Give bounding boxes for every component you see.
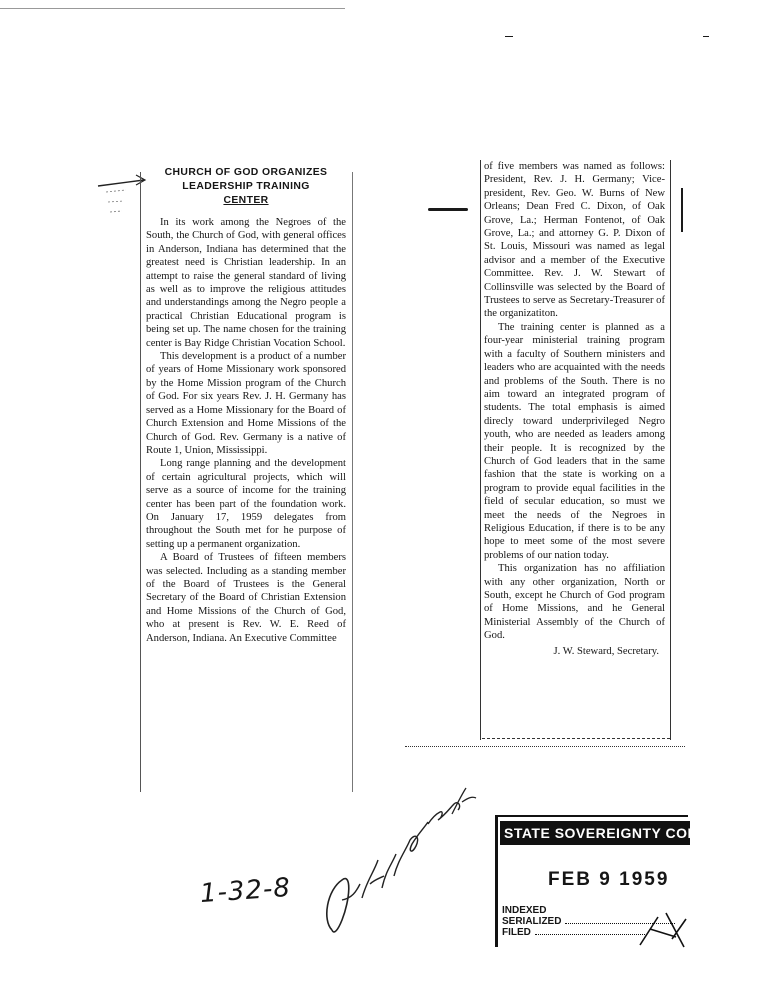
article-paragraph: This development is a product of a number of years of Home Missionary work sponsored by the Home Mission program of the Church of God. For six years Rev. J. H. Germany has served as a Home Missionary for the Board of Church Extension and Home Missions of the Church of God. Rev. Germany is a native of Route 1, Union, Mississippi.	[146, 351, 346, 456]
article-paragraph: In its work among the Negroes of the South, the Church of God, with general offices in Anderson, Indiana has determined that the greatest need is Christian leadership. In an attempt to raise the general standard of living as well as to improve the religious attitudes and understandings among the Negro people a practical Christian Educational program is being set up. The name chosen for the training center is Bay Ridge Christian Vocation School.	[146, 217, 346, 349]
stamp-line: SERIALIZED	[502, 916, 675, 927]
article-paragraph: The training center is planned as a four-year ministerial training program with a faculty of Southern ministers and leaders who are acquainted with the needs and problems of the South. There is no aim toward an integrated program of students. The total emphasis is aimed direcly toward underprivileged Negro youth, who are needed as leaders among their people. It is recognized by the Church of God leaders that in the same fashion that the state is working on a program to provide equal facilities in the field of secular education, so must we meet the needs of the Negroes in Religious Education, if there is to be any hope to meet some of the most severe problems of our nation today.	[484, 321, 665, 561]
scan-mark	[505, 36, 513, 37]
article-column-2	[484, 160, 665, 658]
handwritten-signature	[312, 780, 492, 950]
column-rule	[140, 172, 141, 792]
stamp-line: INDEXED	[502, 905, 547, 916]
headline-line: CENTER	[223, 195, 269, 206]
stamp-line: FILED	[502, 927, 675, 938]
margin-bar	[681, 188, 683, 232]
headline-line: CHURCH OF GOD ORGANIZES	[164, 167, 328, 178]
column-rule	[482, 738, 670, 740]
article-headline	[146, 166, 346, 208]
stamp-initials-icon	[636, 909, 688, 949]
article-paragraph: This organization has no affiliation with any other organization, North or South, except he Church of God program of Home Missions, and he General Ministerial Assembly of the Church of God.	[484, 563, 665, 642]
scan-mark	[0, 8, 345, 9]
headline-line: LEADERSHIP TRAINING	[182, 181, 310, 192]
column-rule	[352, 172, 353, 792]
stamp-date: FEB 9 1959	[548, 869, 670, 890]
received-stamp	[495, 815, 763, 947]
article-column-1	[146, 166, 346, 645]
clipping-edge	[405, 746, 685, 748]
handwritten-ref-number: 1-32-8	[199, 872, 292, 910]
column-rule	[670, 160, 671, 740]
stamp-header: STATE SOVEREIGNTY COMMISSION	[500, 821, 690, 845]
article-paragraph: Long range planning and the development of certain agricultural projects, which will serve as a source of income for the training center has been part of the foundation work. On January 17, 1959 delegates from throughout the South met for he purpose of setting up a permanent organization.	[146, 458, 346, 550]
article-signature: J. W. Steward, Secretary.	[553, 645, 659, 657]
margin-dash	[428, 208, 468, 211]
scan-mark	[703, 36, 709, 37]
article-paragraph: of five members was named as follows: President, Rev. J. H. Germany; Vice-president, Rev. Geo. W. Burns of New Orleans; Dean Fred C. Dixon, of Oak Grove, La.; Herman Fontenot, of Oak Grove, La.; and attorney G. P. Dixon of St. Louis, Missouri was named as legal advisor and a member of the Executive Committee. Rev. J. W. Stewart of Collinsville was selected by the Board of Trustees to serve as Secretary-Treasurer of the organizatiton.	[484, 161, 665, 320]
article-paragraph: A Board of Trustees of fifteen members was selected. Including as a standing member of the Board of Trustees is the General Secretary of the Board of Christian Extension and Home Missions of the Church of God, who at present is Rev. W. E. Reed of Anderson, Indiana. An Executive Committee	[146, 552, 346, 644]
column-rule	[480, 160, 481, 740]
